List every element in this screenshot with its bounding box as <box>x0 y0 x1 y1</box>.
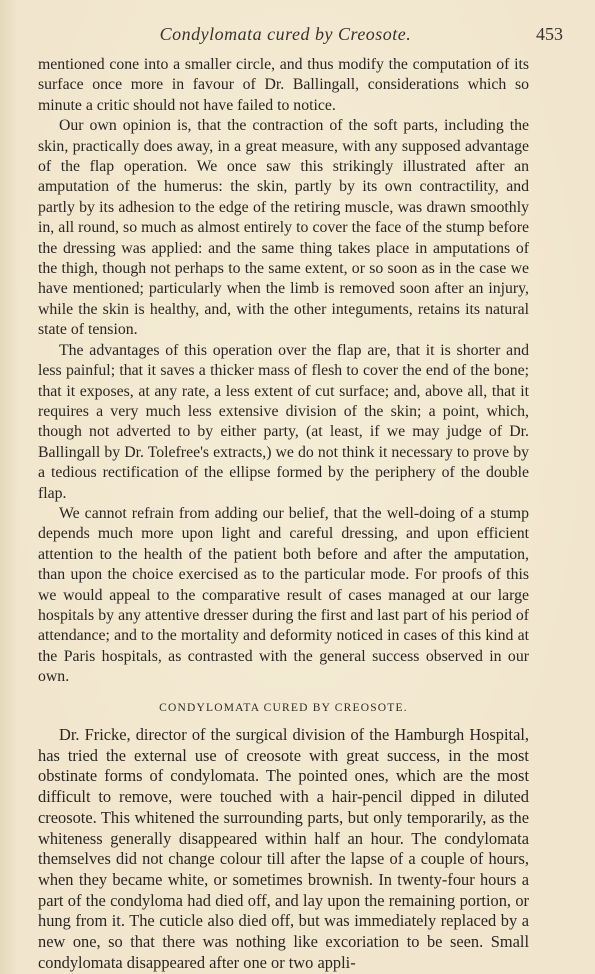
paragraph-fricke: Dr. Fricke, director of the surgical division of the Hamburgh Hospital, has tried the external use of creosote with great success, in the most obstinate forms of condylomata. The pointed ones, which are the most difficult to remove, were touched with a hair-pencil dipped in diluted creosote. This whitened the surrounding parts, but only temporarily, as the whiteness generally disappeared within half an hour. The condylomata themselves did not change colour till after the lapse of a couple of hours, when they became white, or sometimes brownish. In twenty-four hours a part of the condyloma had died off, and lay upon the remaining portion, or hung from it. The cuticle also died off, but was immediately replaced by a new one, so that there was nothing like excoriation to be seen. Small condylomata disappeared after one or two appli- <box>38 725 529 972</box>
body-text <box>38 55 529 973</box>
paragraph-continued: mentioned cone into a smaller circle, and thus modify the computation of its surface once more in favour of Dr. Ballingall, considerations which so minute a critic should not have failed to notice. <box>38 56 529 114</box>
paragraph-advantages: The advantages of this operation over the flap are, that it is shorter and less painful; that it saves a thicker mass of flesh to cover the end of the bone; that it exposes, at any rate, a less extent of cut surface; and, above all, that it requires a very much less extensive division of the skin; a point, which, though not adverted to by either party, (at least, if we may judge of Dr. Ballingall by Dr. Tolefree's extracts,) we do not think it necessary to prove by a tedious rectification of the ellipse formed by the periphery of the double flap. <box>38 341 529 502</box>
paragraph-contraction: Our own opinion is, that the contraction of the soft parts, including the skin, practically does away, in a great measure, with any supposed advantage of the flap operation. We once saw this strikingly illustrated after an amputation of the humerus: the skin, partly by its own contractility, and partly by its adhesion to the edge of the retiring muscle, was drawn smoothly in, all round, so much as almost entirely to cover the face of the stump before the dressing was applied: and the same thing takes place in amputations of the thigh, though not perhaps to the same extent, or so soon as in the case we have mentioned; particularly when the limb is removed soon after an injury, while the skin is healthy, and, with the other integuments, retains its natural state of tension. <box>38 117 529 339</box>
paragraph-belief: We cannot refrain from adding our belief, that the well-doing of a stump depends much more upon light and careful dressing, and upon efficient attention to the health of the patient both before and after the amputation, than upon the choice exercised as to the particular mode. For proofs of this we would appeal to the comparative result of cases managed at our large hospitals by any attentive dresser during the first and last part of his period of attendance; and to the mortality and deformity noticed in cases of this kind at the Paris hospitals, as contrasted with the general success observed in our own. <box>38 504 529 686</box>
page-number: 453 <box>536 24 563 44</box>
section-heading: CONDYLOMATA CURED BY CREOSOTE. <box>159 701 408 714</box>
running-title: Condylomata cured by Creosote. <box>159 24 412 44</box>
running-head <box>38 24 563 48</box>
section-body <box>38 725 529 973</box>
